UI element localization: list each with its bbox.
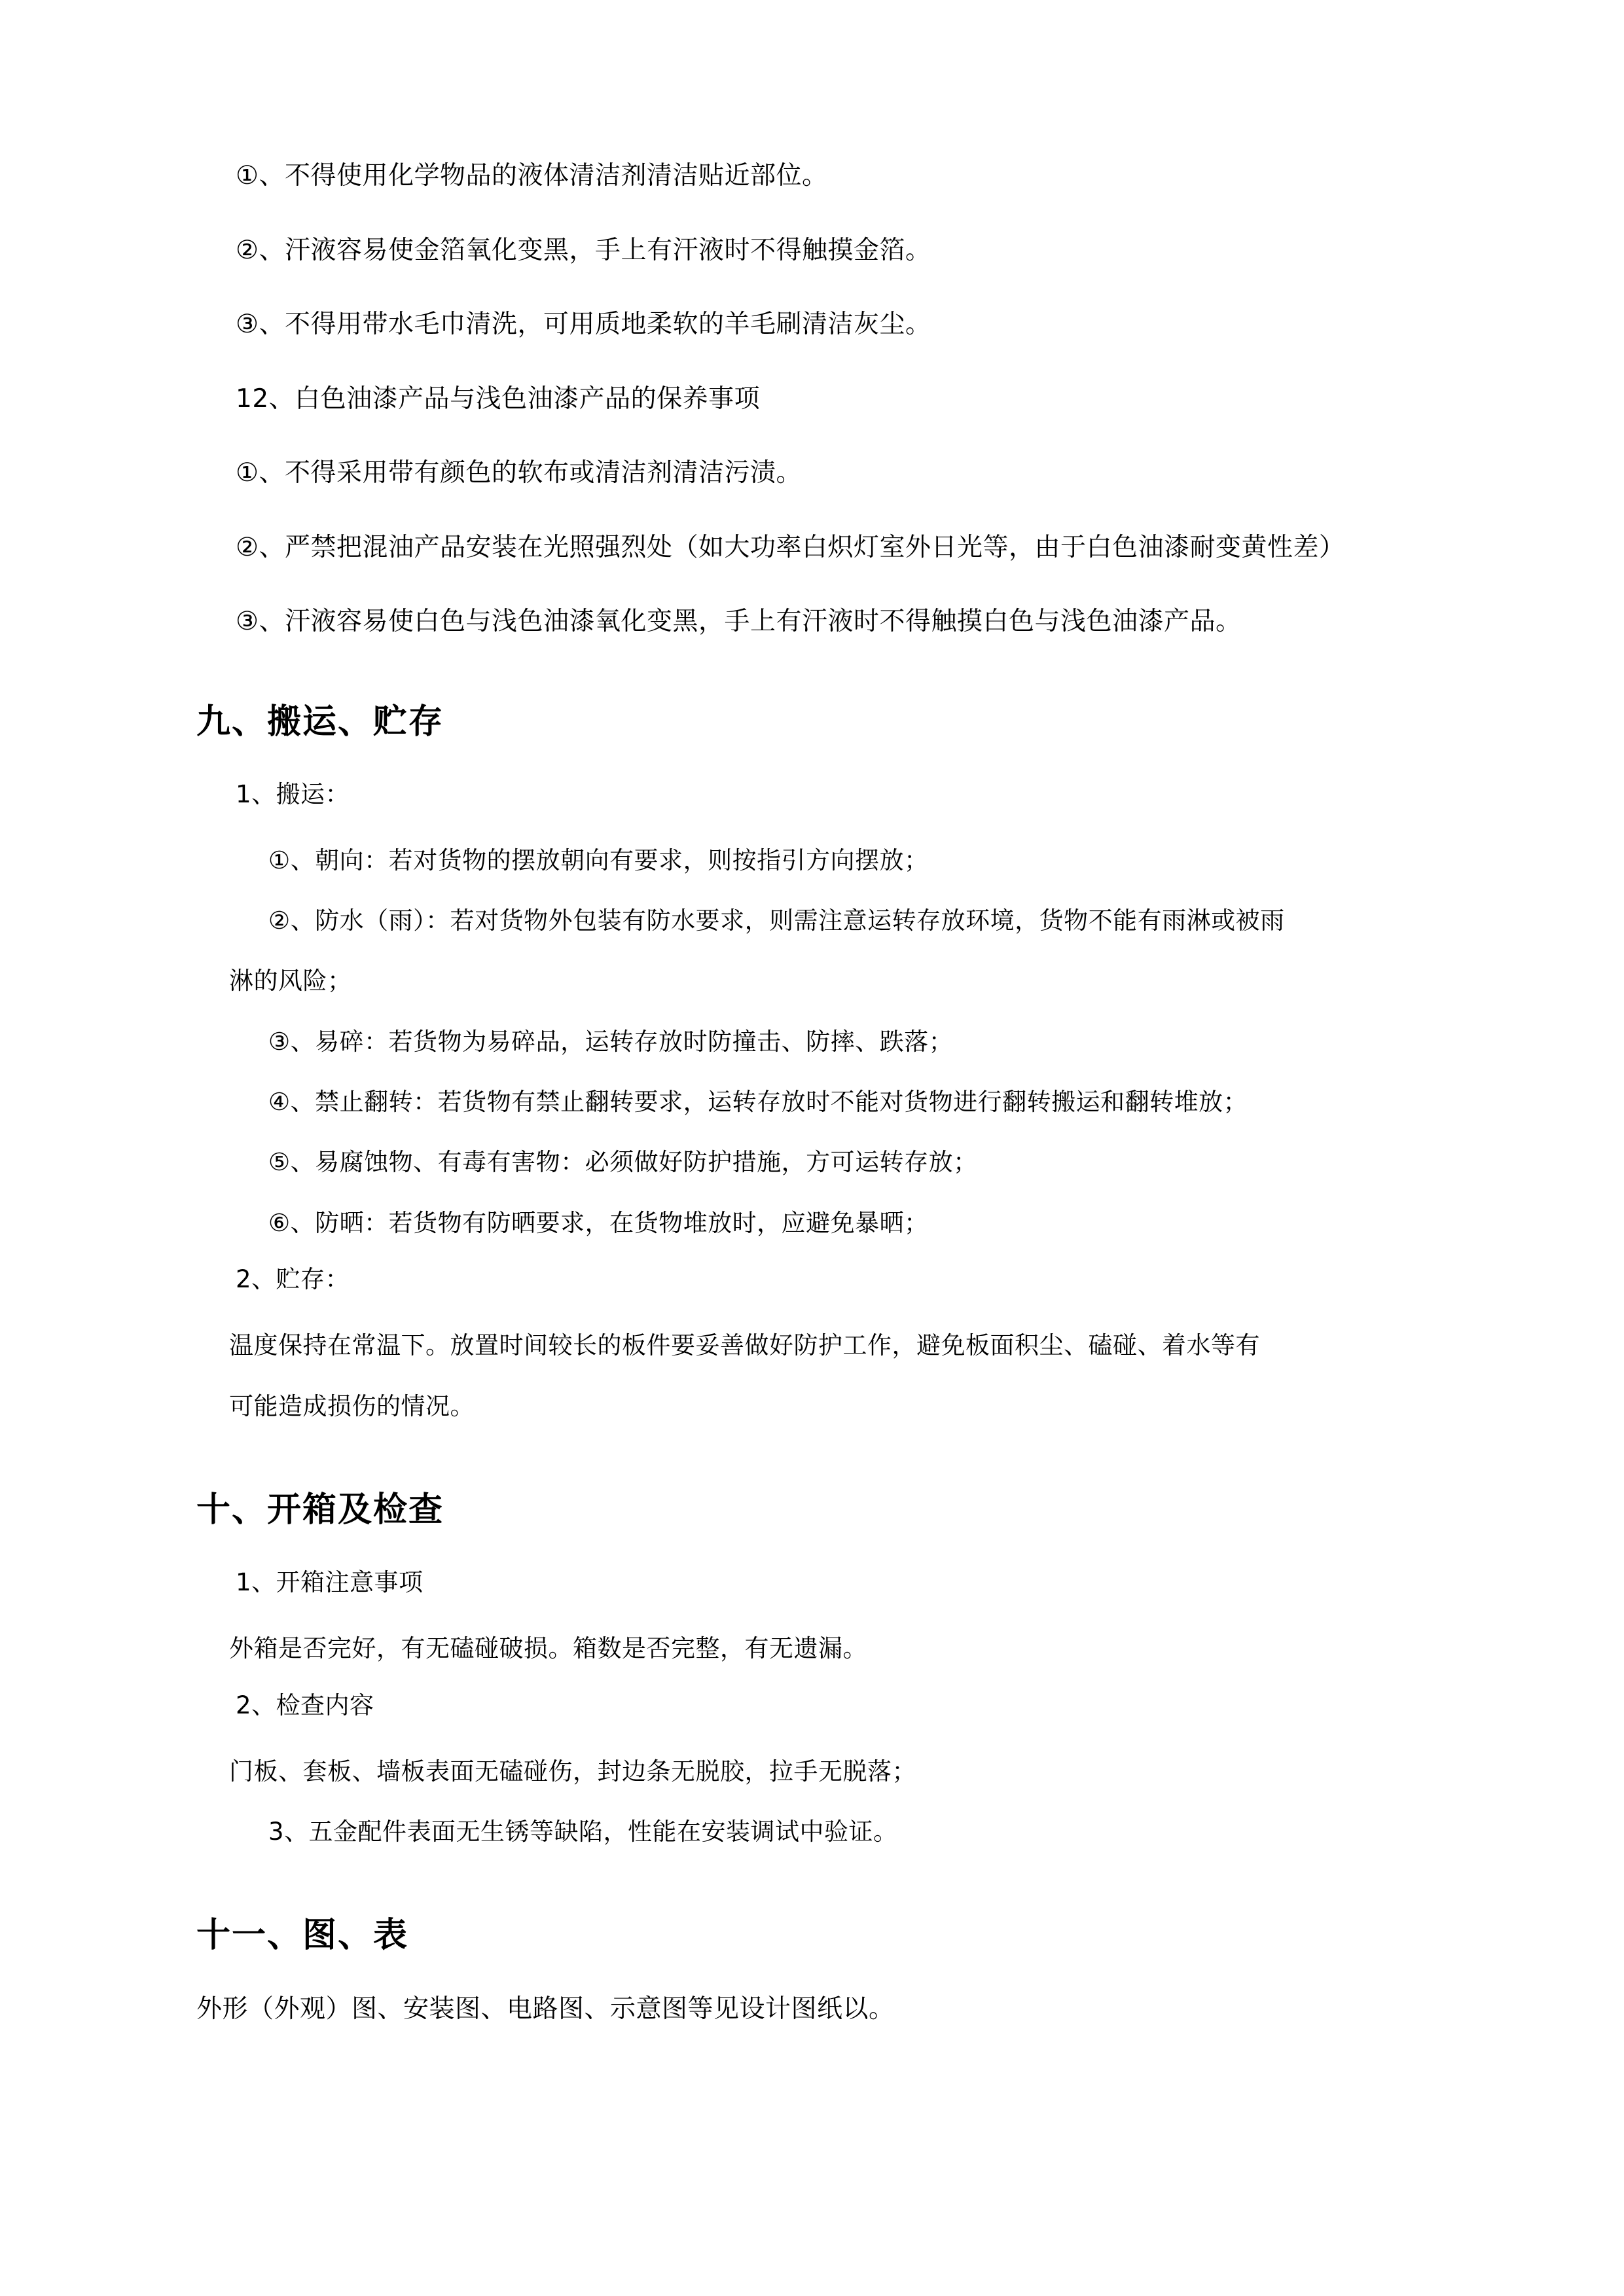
paragraph: ③、不得用带水毛巾清洗，可用质地柔软的羊毛刷清洁灰尘。	[236, 310, 931, 339]
paragraph: 12、白色油漆产品与浅色油漆产品的保养事项	[236, 384, 761, 414]
section-heading-nine: 九、搬运、贮存	[196, 702, 444, 742]
unpacking-body	[196, 1626, 1428, 1672]
inspection-item-3: 3、五金配件表面无生锈等缺陷，性能在安装调试中验证。	[268, 1818, 898, 1846]
list-item: ④、禁止翻转：若货物有禁止翻转要求，运转存放时不能对货物进行翻转搬运和翻转堆放；	[268, 1088, 1248, 1117]
storage-body-text-2: 可能造成损伤的情况。	[229, 1391, 475, 1420]
paragraph: ③、汗液容易使白色与浅色油漆氧化变黑，手上有汗液时不得触摸白色与浅色油漆产品。	[236, 607, 1242, 636]
storage-body-line-2	[196, 1384, 1428, 1429]
list-item-continuation	[196, 958, 1428, 1004]
inspection-body	[196, 1749, 1428, 1795]
section-heading-ten: 十、开箱及检查	[196, 1490, 444, 1530]
storage-body-text-1: 温度保持在常温下。放置时间较长的板件要妥善做好防护工作，避免板面积尘、磕碰、着水等有	[229, 1331, 1260, 1360]
storage-body-line-1	[196, 1323, 1428, 1369]
list-item: ⑤、易腐蚀物、有毒有害物：必须做好防护措施，方可运转存放；	[268, 1148, 978, 1177]
section-heading-eleven: 十一、图、表	[196, 1916, 409, 1956]
subsection-title-storage: 2、贮存：	[236, 1265, 350, 1293]
unpacking-body-text: 外箱是否完好，有无磕碰破损。箱数是否完整，有无遗漏。	[229, 1634, 867, 1663]
paragraph: ①、不得采用带有颜色的软布或清洁剂清洁污渍。	[236, 458, 802, 488]
document-body	[196, 157, 1428, 2030]
subsection-title-handling: 1、搬运：	[236, 780, 350, 808]
paragraph: ②、汗液容易使金箔氧化变黑，手上有汗液时不得触摸金箔。	[236, 235, 931, 265]
figures-body: 外形（外观）图、安装图、电路图、示意图等见设计图纸以。	[196, 1994, 895, 2024]
list-item: ③、易碎：若货物为易碎品，运转存放时防撞击、防摔、跌落；	[268, 1027, 954, 1056]
subsection-title-inspection: 2、检查内容	[236, 1691, 374, 1719]
paragraph: ②、严禁把混油产品安装在光照强烈处（如大功率白炽灯室外日光等，由于白色油漆耐变黄性差）	[236, 532, 1345, 562]
list-item: ⑥、防晒：若货物有防晒要求，在货物堆放时，应避免暴晒；	[268, 1208, 929, 1237]
inspection-body-text: 门板、套板、墙板表面无磕碰伤，封边条无脱胶，拉手无脱落；	[229, 1757, 916, 1785]
list-item-continuation-text: 淋的风险；	[229, 967, 352, 996]
list-item: ①、朝向：若对货物的摆放朝向有要求，则按指引方向摆放；	[268, 846, 929, 874]
paragraph: ①、不得使用化学物品的液体清洁剂清洁贴近部位。	[236, 161, 828, 190]
list-item: ②、防水（雨）：若对货物外包装有防水要求，则需注意运转存放环境，货物不能有雨淋或被雨	[268, 906, 1285, 935]
subsection-title-unpacking: 1、开箱注意事项	[236, 1568, 424, 1596]
